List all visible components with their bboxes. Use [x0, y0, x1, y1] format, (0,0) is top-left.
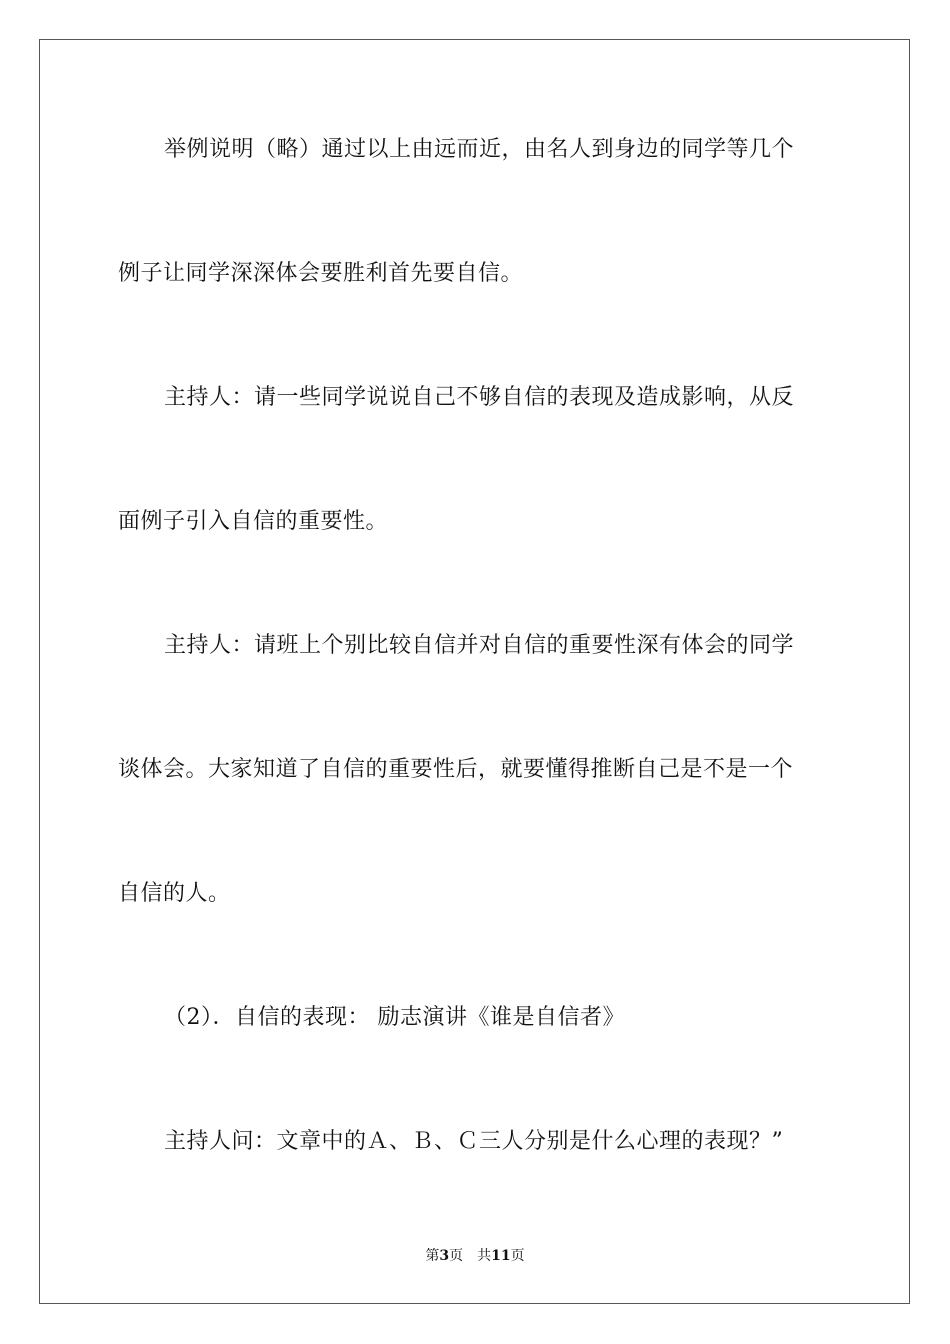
paragraph-3-line-3: 自信的人。	[118, 881, 231, 906]
paragraph-3-line-1: 主持人：请班上个别比较自信并对自信的重要性深有体会的同学	[164, 633, 795, 658]
footer-prefix: 第	[425, 1248, 440, 1264]
footer-suffix: 页	[510, 1248, 525, 1264]
paragraph-2-line-1: 主持人：请一些同学说说自己不够自信的表现及造成影响，从反	[164, 385, 795, 410]
current-page-number: 3	[439, 1248, 450, 1264]
total-page-count: 11	[491, 1248, 511, 1264]
page-border	[39, 39, 910, 1304]
footer-mid: 页 共	[449, 1248, 492, 1264]
page-footer	[0, 1247, 950, 1265]
paragraph-1-line-2: 例子让同学深深体会要胜利首先要自信。	[118, 261, 524, 286]
paragraph-1-line-1: 举例说明（略）通过以上由远而近，由名人到身边的同学等几个	[164, 137, 795, 162]
paragraph-3-line-2: 谈体会。大家知道了自信的重要性后，就要懂得推断自己是不是一个	[118, 757, 794, 782]
paragraph-5-line-1: 主持人问：文章中的Ａ、Ｂ、Ｃ三人分别是什么心理的表现？”	[164, 1129, 784, 1154]
paragraph-2-line-2: 面例子引入自信的重要性。	[118, 509, 389, 534]
section-heading: （2）．自信的表现： 励志演讲《谁是自信者》	[164, 1005, 625, 1030]
